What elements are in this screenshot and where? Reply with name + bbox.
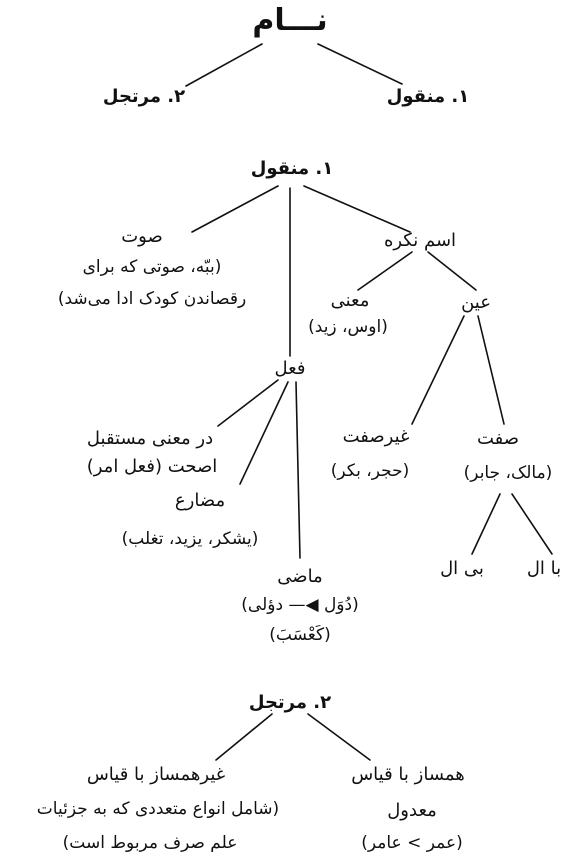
root-title: نـــام (252, 3, 328, 38)
arrow-left-icon: ◀— (288, 595, 319, 615)
node-ghayr-sifat-example: (حجر، بکر) (330, 461, 410, 481)
node-madi-line1-a: (دُوَل (323, 595, 359, 615)
node-mustaqbal-1: در معنی مستقبل (86, 428, 214, 449)
node-ayn: عین (461, 292, 491, 313)
node-maadul-example: (عمر > عامر) (361, 833, 463, 853)
edge-ism-ayn (428, 252, 476, 290)
level1-manqul: ۱. منقول (386, 86, 470, 107)
node-madi-line1-b: دؤلی) (241, 595, 284, 615)
edge-ayn-ghayrsifat (412, 316, 464, 424)
node-ghayr-hamsaz-line1: (شامل انواع متعددی که به جزئیات (36, 799, 280, 819)
node-ba-al: با ال (526, 558, 562, 579)
node-sifat: صفت (476, 428, 520, 449)
edge-ism-mani (358, 252, 412, 290)
node-sawt-desc-1: (ببّه، صوتی که برای (82, 257, 222, 277)
node-sifat-example: (مالک، جابر) (463, 463, 553, 483)
node-maadul: معدول (387, 800, 437, 821)
node-sawt: صوت (121, 226, 163, 247)
node-madi-line1 (241, 594, 358, 616)
node-mudari-example: (یشکر، یزید، تغلب) (121, 529, 259, 549)
node-mani: معنی (330, 290, 370, 311)
node-madi-line2: (کَعْسَبَ) (269, 625, 331, 645)
node-fil: فعل (274, 358, 306, 379)
node-ghayr-hamsaz-line2: علم صرف مربوط است) (62, 833, 238, 853)
edge-root-murtajal (186, 44, 262, 86)
node-sawt-desc-2: رقصاندن کودک ادا می‌شد) (57, 289, 247, 309)
node-mudari: مضارع (174, 490, 226, 511)
edge-fil-mudari (240, 382, 288, 484)
edge-murtajal-ghayrhamsaz (216, 714, 272, 760)
node-bi-al: بی ال (440, 558, 484, 579)
level1-murtajal: ۲. مرتجل (102, 86, 186, 107)
murtajal-heading: ۲. مرتجل (248, 692, 332, 713)
edge-manqul-sawt (192, 186, 278, 232)
edge-root-manqul (318, 44, 402, 84)
node-ghayr-sifat: غیرصفت (342, 426, 410, 447)
manqul-heading: ۱. منقول (250, 158, 334, 179)
node-madi: ماضی (277, 566, 323, 587)
edge-manqul-ismnakira (304, 186, 410, 232)
edge-sifat-baal (512, 494, 552, 554)
edge-murtajal-hamsaz (308, 714, 370, 760)
edge-fil-mustaqbal (218, 380, 278, 426)
node-mustaqbal-2: اصحت (فعل امر) (86, 456, 218, 477)
node-mani-example: (اوس، زید) (308, 317, 388, 337)
node-ghayr-hamsaz: غیرهمساز با قیاس (86, 764, 226, 785)
edge-sifat-bial (472, 494, 500, 554)
node-hamsaz: همساز با قیاس (351, 764, 465, 785)
edge-ayn-sifat (478, 316, 504, 424)
edge-fil-madi (296, 382, 300, 558)
node-ism-nakira: اسم نکره (383, 230, 457, 251)
